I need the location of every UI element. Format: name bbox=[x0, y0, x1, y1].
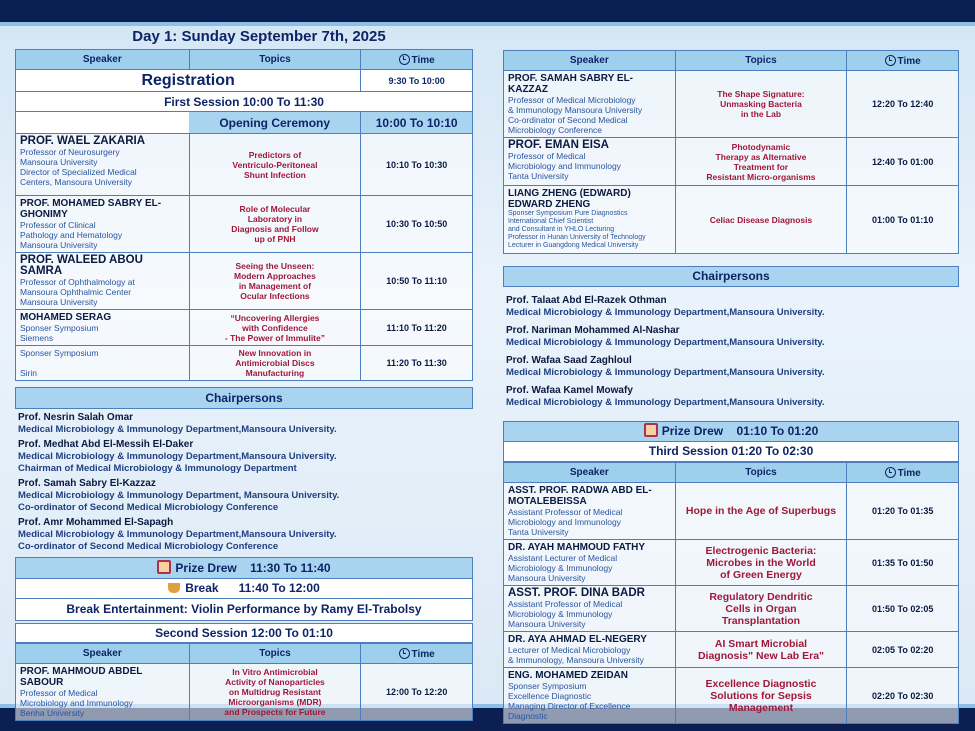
topic-line: Modern Approaches bbox=[234, 271, 316, 281]
time-header-3 bbox=[847, 51, 959, 71]
time-cell: 10:30 To 10:50 bbox=[361, 196, 473, 253]
topic-cell bbox=[189, 664, 361, 721]
chairperson-affiliation: Medical Microbiology & Immunology Department,Mansoura University. bbox=[18, 424, 337, 435]
speaker-description: Microbiology and Immunology bbox=[508, 161, 621, 171]
speaker-name: ASST. PROF. DINA BADR bbox=[508, 587, 645, 599]
day-title: Day 1: Sunday September 7th, 2025 bbox=[132, 28, 386, 45]
speaker-description: Microbiology Conference bbox=[508, 125, 603, 135]
topic-line: in Management of bbox=[238, 281, 312, 291]
topic-line: - The Power of Immulite” bbox=[224, 332, 325, 343]
table-row bbox=[504, 186, 959, 254]
topic-line: Activity of Nanoparticles bbox=[225, 677, 325, 687]
topic-line: Transplantation bbox=[721, 614, 801, 627]
speaker-description: Microbiology & Immunology bbox=[508, 563, 613, 573]
speaker-description: Professor in Hunan University of Technology bbox=[508, 234, 646, 241]
right-chairpersons-header: Chairpersons bbox=[503, 266, 959, 287]
time-cell: 01:20 To 01:35 bbox=[847, 483, 959, 540]
speaker-name: PROF. WALEED ABOU SAMRA bbox=[20, 254, 143, 277]
topics-header: Topics bbox=[189, 50, 361, 70]
clock-icon bbox=[885, 55, 896, 66]
third-session-label: Third Session 01:20 To 02:30 bbox=[503, 442, 959, 462]
break-label: Break bbox=[185, 581, 219, 595]
topics-header-2: Topics bbox=[189, 644, 361, 664]
speaker-description: Sirin bbox=[20, 368, 38, 378]
chairperson-name: Prof. Wafaa Saad Zaghloul bbox=[506, 355, 632, 366]
chairperson-affiliation: Medical Microbiology & Immunology Department,Mansoura University. bbox=[506, 397, 825, 408]
speaker-description: Microbiology and Immunology bbox=[20, 698, 133, 708]
speaker-header-4: Speaker bbox=[504, 463, 676, 483]
speaker-header-3: Speaker bbox=[504, 51, 676, 71]
speaker-header: Speaker bbox=[16, 50, 190, 70]
topic-cell bbox=[675, 632, 847, 668]
second-session-label: Second Session 12:00 To 01:10 bbox=[15, 623, 473, 643]
table-row bbox=[16, 346, 473, 381]
first-session-rows bbox=[16, 134, 473, 381]
speaker-description: Managing Director of Excellence Diagnostic bbox=[508, 701, 631, 721]
chairperson-item bbox=[18, 478, 473, 514]
coffee-icon bbox=[168, 583, 180, 593]
topic-cell bbox=[675, 186, 847, 254]
third-session-table bbox=[503, 462, 959, 724]
time-cell: 01:00 To 01:10 bbox=[847, 186, 959, 254]
speaker-description: Sponser Symposium bbox=[508, 681, 587, 691]
third-session-rows bbox=[504, 483, 959, 724]
topic-cell bbox=[189, 310, 361, 346]
speaker-cell bbox=[504, 668, 676, 724]
speaker-description bbox=[20, 358, 185, 368]
topic-line: Excellence Diagnostic bbox=[705, 677, 817, 690]
prize-label-right: Prize Drew bbox=[661, 424, 724, 438]
prize-drew-right bbox=[503, 421, 959, 442]
speaker-cell bbox=[504, 483, 676, 540]
chairperson-affiliation: Medical Microbiology & Immunology Department, Mansoura University. bbox=[18, 490, 340, 501]
chairperson-item bbox=[506, 355, 959, 379]
speaker-description: Professor of Medical bbox=[508, 151, 586, 161]
chairperson-item bbox=[18, 439, 473, 475]
second-session-table bbox=[15, 643, 473, 721]
table-row bbox=[504, 483, 959, 540]
speaker-description: Lecturer of Medical Microbiology bbox=[508, 645, 631, 655]
speaker-cell bbox=[16, 664, 190, 721]
speaker-description: International Chief Scientist bbox=[508, 218, 594, 225]
speaker-description: Sponser Symposium Pure Diagnostics bbox=[508, 210, 628, 217]
table-row bbox=[504, 138, 959, 186]
chairperson-affiliation: Medical Microbiology & Immunology Department,Mansoura University. bbox=[18, 529, 337, 540]
clock-icon bbox=[885, 467, 896, 478]
table-row bbox=[504, 586, 959, 632]
speaker-cell bbox=[504, 586, 676, 632]
first-session-table bbox=[15, 49, 473, 381]
topic-line: Unmasking Bacteria bbox=[720, 99, 802, 109]
chairperson-item bbox=[18, 517, 473, 553]
chairperson-item bbox=[506, 295, 959, 319]
topic-cell bbox=[189, 346, 361, 381]
speaker-description: Excellence Diagnostic bbox=[508, 691, 592, 701]
speaker-description: Microbiology and Immunology bbox=[508, 517, 621, 527]
prize-time-right: 01:10 To 01:20 bbox=[736, 424, 819, 438]
time-cell: 01:50 To 02:05 bbox=[847, 586, 959, 632]
speaker-description: & Immunology Mansoura University bbox=[508, 105, 643, 115]
table-row bbox=[16, 196, 473, 253]
chairperson-affiliation: Co-ordinator of Second Medical Microbiology Conference bbox=[18, 502, 279, 513]
time-header-4 bbox=[847, 463, 959, 483]
speaker-cell bbox=[16, 196, 190, 253]
speaker-cell bbox=[504, 540, 676, 586]
topic-line: of Green Energy bbox=[720, 568, 802, 581]
speaker-name: EDWARD ZHENG bbox=[508, 199, 591, 210]
speaker-name: DR. AYA AHMAD EL-NEGERY bbox=[508, 634, 647, 645]
topic-line: Solutions for Sepsis bbox=[710, 689, 812, 702]
speaker-cell bbox=[504, 71, 676, 138]
topic-cell bbox=[675, 71, 847, 138]
table-row bbox=[16, 253, 473, 310]
table-row bbox=[16, 310, 473, 346]
topic-line: Resistant Micro-organisms bbox=[706, 171, 816, 182]
chairperson-name: Prof. Talaat Abd El-Razek Othman bbox=[506, 295, 667, 306]
speaker-cell bbox=[16, 310, 190, 346]
chairperson-affiliation: Co-ordinator of Second Medical Microbiology Conference bbox=[18, 541, 279, 552]
time-header-label-2: Time bbox=[411, 648, 435, 660]
topic-line: Hope in the Age of Superbugs bbox=[685, 505, 837, 517]
registration-time: 9:30 To 10:00 bbox=[361, 70, 473, 92]
chairperson-name: Prof. Medhat Abd El-Messih El-Daker bbox=[18, 439, 194, 450]
time-cell: 02:05 To 02:20 bbox=[847, 632, 959, 668]
right-column bbox=[503, 50, 959, 724]
speaker-description: Mansoura University bbox=[20, 157, 98, 167]
chairperson-name: Prof. Nesrin Salah Omar bbox=[18, 412, 134, 423]
time-cell: 02:20 To 02:30 bbox=[847, 668, 959, 724]
speaker-description: Mansoura University bbox=[508, 619, 586, 629]
speaker-description: Director of Specialized Medical bbox=[20, 167, 137, 177]
speaker-cell bbox=[504, 632, 676, 668]
speaker-name: ENG. MOHAMED ZEIDAN bbox=[508, 670, 628, 681]
speaker-description: Mansoura University bbox=[508, 573, 586, 583]
table-row bbox=[504, 540, 959, 586]
table-row bbox=[16, 664, 473, 721]
topic-line: Ocular Infections bbox=[240, 291, 310, 301]
time-cell: 11:20 To 11:30 bbox=[361, 346, 473, 381]
time-cell: 11:10 To 11:20 bbox=[361, 310, 473, 346]
speaker-description: & Immunology, Mansoura University bbox=[508, 655, 644, 665]
second-session-continued-rows bbox=[504, 71, 959, 254]
topic-line: “Uncovering Allergies bbox=[230, 312, 320, 323]
topic-line: in the Lab bbox=[740, 109, 782, 119]
speaker-cell bbox=[504, 138, 676, 186]
speaker-description: Professor of Clinical bbox=[20, 220, 96, 230]
topic-line: with Confidence bbox=[242, 322, 308, 333]
opening-time: 10:00 To 10:10 bbox=[361, 112, 473, 134]
topic-line: Antimicrobial Discs bbox=[235, 358, 315, 368]
speaker-description: Lecturer in Guangdong Medical University bbox=[508, 242, 639, 249]
speaker-description: Professor of Neurosurgery bbox=[20, 147, 120, 157]
chairperson-affiliation: Medical Microbiology & Immunology Department,Mansoura University. bbox=[506, 367, 825, 378]
break-entertainment: Break Entertainment: Violin Performance by Ramy El-Trabolsy bbox=[15, 599, 473, 621]
speaker-description: Assistant Professor of Medical bbox=[508, 599, 623, 609]
prize-drew-left bbox=[15, 557, 473, 579]
speaker-name: DR. AYAH MAHMOUD FATHY bbox=[508, 542, 646, 553]
top-banner bbox=[0, 0, 975, 22]
break-row bbox=[15, 579, 473, 599]
speaker-description: Assistant Lecturer of Medical bbox=[508, 553, 618, 563]
first-session-label: First Session 10:00 To 11:30 bbox=[16, 92, 473, 112]
time-header bbox=[361, 50, 473, 70]
gift-icon bbox=[157, 560, 171, 574]
topic-cell bbox=[675, 668, 847, 724]
opening-label: Opening Ceremony bbox=[189, 112, 361, 134]
speaker-description: Mansoura Ophthalmic Center bbox=[20, 287, 132, 297]
time-header-label: Time bbox=[411, 54, 435, 66]
break-time: 11:40 To 12:00 bbox=[238, 581, 320, 595]
chairperson-affiliation: Medical Microbiology & Immunology Department,Mansoura University. bbox=[506, 307, 825, 318]
topic-line: Electrogenic Bacteria: bbox=[705, 544, 817, 557]
topic-line: Photodynamic bbox=[731, 141, 791, 152]
speaker-description: Pathology and Hematology bbox=[20, 230, 123, 240]
left-chairpersons-list bbox=[15, 412, 473, 553]
topic-line: Celiac Disease Diagnosis bbox=[709, 214, 813, 225]
topic-line: Seeing the Unseen: bbox=[235, 261, 315, 271]
speaker-name: PROF. WAEL ZAKARIA bbox=[20, 135, 146, 147]
topic-line: Treatment for bbox=[733, 161, 789, 172]
registration-label: Registration bbox=[16, 70, 361, 92]
chairperson-item bbox=[506, 385, 959, 409]
speaker-description: Mansoura University bbox=[20, 297, 98, 307]
topic-line: Microbes in the World bbox=[706, 556, 816, 569]
chairperson-name: Prof. Amr Mohammed El-Sapagh bbox=[18, 517, 174, 528]
topic-line: Manufacturing bbox=[245, 368, 305, 378]
chairperson-name: Prof. Samah Sabry El-Kazzaz bbox=[18, 478, 156, 489]
speaker-description: Benha University bbox=[20, 708, 85, 718]
left-chairpersons-header: Chairpersons bbox=[15, 387, 473, 409]
prize-time: 11:30 To 11:40 bbox=[250, 561, 331, 575]
chairperson-name: Prof. Wafaa Kamel Mowafy bbox=[506, 385, 633, 396]
table-row bbox=[504, 632, 959, 668]
speaker-description: Professor of Medical bbox=[20, 688, 98, 698]
topic-line: In Vitro Antimicrobial bbox=[232, 667, 318, 677]
time-header-label-4: Time bbox=[897, 467, 921, 479]
table-row bbox=[504, 71, 959, 138]
speaker-name: MOHAMED SERAG bbox=[20, 312, 112, 323]
topic-line: The Shape Signature: bbox=[717, 89, 805, 99]
topic-line: Management bbox=[728, 701, 794, 714]
topic-line: Microorganisms (MDR) bbox=[228, 697, 322, 707]
time-cell: 01:35 To 01:50 bbox=[847, 540, 959, 586]
topic-line: Predictors of bbox=[248, 149, 302, 160]
speaker-description: Sponser Symposium bbox=[20, 348, 99, 358]
speaker-description: Sponser Symposium bbox=[20, 323, 99, 333]
prize-label: Prize Drew bbox=[175, 561, 237, 575]
topic-cell bbox=[675, 483, 847, 540]
right-chairpersons-list bbox=[503, 295, 959, 409]
speaker-cell bbox=[16, 346, 190, 381]
left-column bbox=[15, 27, 473, 721]
time-cell: 10:10 To 10:30 bbox=[361, 134, 473, 196]
speaker-description: Microbiology & Immunology bbox=[508, 609, 613, 619]
topic-line: Diagnosis and Follow bbox=[231, 224, 319, 234]
speaker-cell bbox=[504, 186, 676, 254]
second-session-rows bbox=[16, 664, 473, 721]
speaker-name: PROF. EMAN EISA bbox=[508, 139, 609, 151]
topic-cell bbox=[675, 586, 847, 632]
topics-header-3: Topics bbox=[675, 51, 847, 71]
topics-header-4: Topics bbox=[675, 463, 847, 483]
speaker-description: Assistant Professor of Medical bbox=[508, 507, 623, 517]
chairperson-item bbox=[18, 412, 473, 436]
time-cell: 12:20 To 12:40 bbox=[847, 71, 959, 138]
time-cell: 12:40 To 01:00 bbox=[847, 138, 959, 186]
topic-line: Role of Molecular bbox=[239, 204, 311, 214]
topic-line: and Prospects for Future bbox=[224, 707, 326, 717]
speaker-description: Professor of Ophthalmology at bbox=[20, 277, 135, 287]
opening-spacer bbox=[16, 112, 190, 134]
speaker-name: PROF. MOHAMED SABRY EL-GHONIMY bbox=[20, 198, 162, 220]
topic-line: Diagnosis" New Lab Era" bbox=[697, 649, 825, 662]
chairperson-affiliation: Medical Microbiology & Immunology Department,Mansoura University. bbox=[18, 451, 337, 462]
speaker-name: ASST. PROF. RADWA ABD EL-MOTALEBEISSA bbox=[508, 485, 652, 507]
speaker-cell bbox=[16, 253, 190, 310]
topic-line: AI Smart Microbial bbox=[714, 637, 808, 650]
topic-cell bbox=[675, 138, 847, 186]
time-cell: 10:50 To 11:10 bbox=[361, 253, 473, 310]
speaker-description: and Consultant in YHLO Lecturing bbox=[508, 226, 615, 233]
chairperson-name: Prof. Nariman Mohammed Al-Nashar bbox=[506, 325, 680, 336]
speaker-name: LIANG ZHENG (EDWARD) bbox=[508, 188, 631, 199]
speaker-header-2: Speaker bbox=[16, 644, 190, 664]
speaker-cell bbox=[16, 134, 190, 196]
topic-line: Shunt Infection bbox=[244, 169, 306, 180]
topic-cell bbox=[675, 540, 847, 586]
speaker-description: Siemens bbox=[20, 333, 54, 343]
topic-line: Therapy as Alternative bbox=[715, 151, 807, 162]
topic-cell bbox=[189, 134, 361, 196]
topic-line: Regulatory Dendritic bbox=[709, 590, 813, 603]
topic-line: up of PNH bbox=[254, 234, 296, 244]
table-row bbox=[504, 668, 959, 724]
time-header-2 bbox=[361, 644, 473, 664]
speaker-description: Tanta University bbox=[508, 171, 569, 181]
gift-icon bbox=[644, 423, 658, 437]
topic-line: Ventriculo-Peritoneal bbox=[232, 159, 318, 170]
topic-cell bbox=[189, 253, 361, 310]
chairperson-item bbox=[506, 325, 959, 349]
speaker-description: Centers, Mansoura University bbox=[20, 177, 132, 187]
speaker-description: Co-ordinator of Second Medical bbox=[508, 115, 628, 125]
speaker-name: PROF. MAHMOUD ABDEL SABOUR bbox=[20, 666, 143, 688]
time-cell: 12:00 To 12:20 bbox=[361, 664, 473, 721]
topic-line: New Innovation in bbox=[238, 348, 312, 358]
chairperson-affiliation: Chairman of Medical Microbiology & Immunology Department bbox=[18, 463, 297, 474]
second-session-continued-table bbox=[503, 50, 959, 254]
topic-line: on Multidrug Resistant bbox=[228, 687, 321, 697]
chairperson-affiliation: Medical Microbiology & Immunology Department,Mansoura University. bbox=[506, 337, 825, 348]
topic-line: Laboratory in bbox=[247, 214, 303, 224]
topic-cell bbox=[189, 196, 361, 253]
speaker-name: PROF. SAMAH SABRY EL-KAZZAZ bbox=[508, 73, 634, 95]
clock-icon bbox=[399, 648, 410, 659]
speaker-description: Mansoura University bbox=[20, 240, 98, 250]
topic-line: Cells in Organ bbox=[725, 602, 797, 615]
table-row bbox=[16, 134, 473, 196]
clock-icon bbox=[399, 54, 410, 65]
speaker-description: Professor of Medical Microbiology bbox=[508, 95, 636, 105]
time-header-label-3: Time bbox=[897, 55, 921, 67]
speaker-description: Tanta University bbox=[508, 527, 569, 537]
